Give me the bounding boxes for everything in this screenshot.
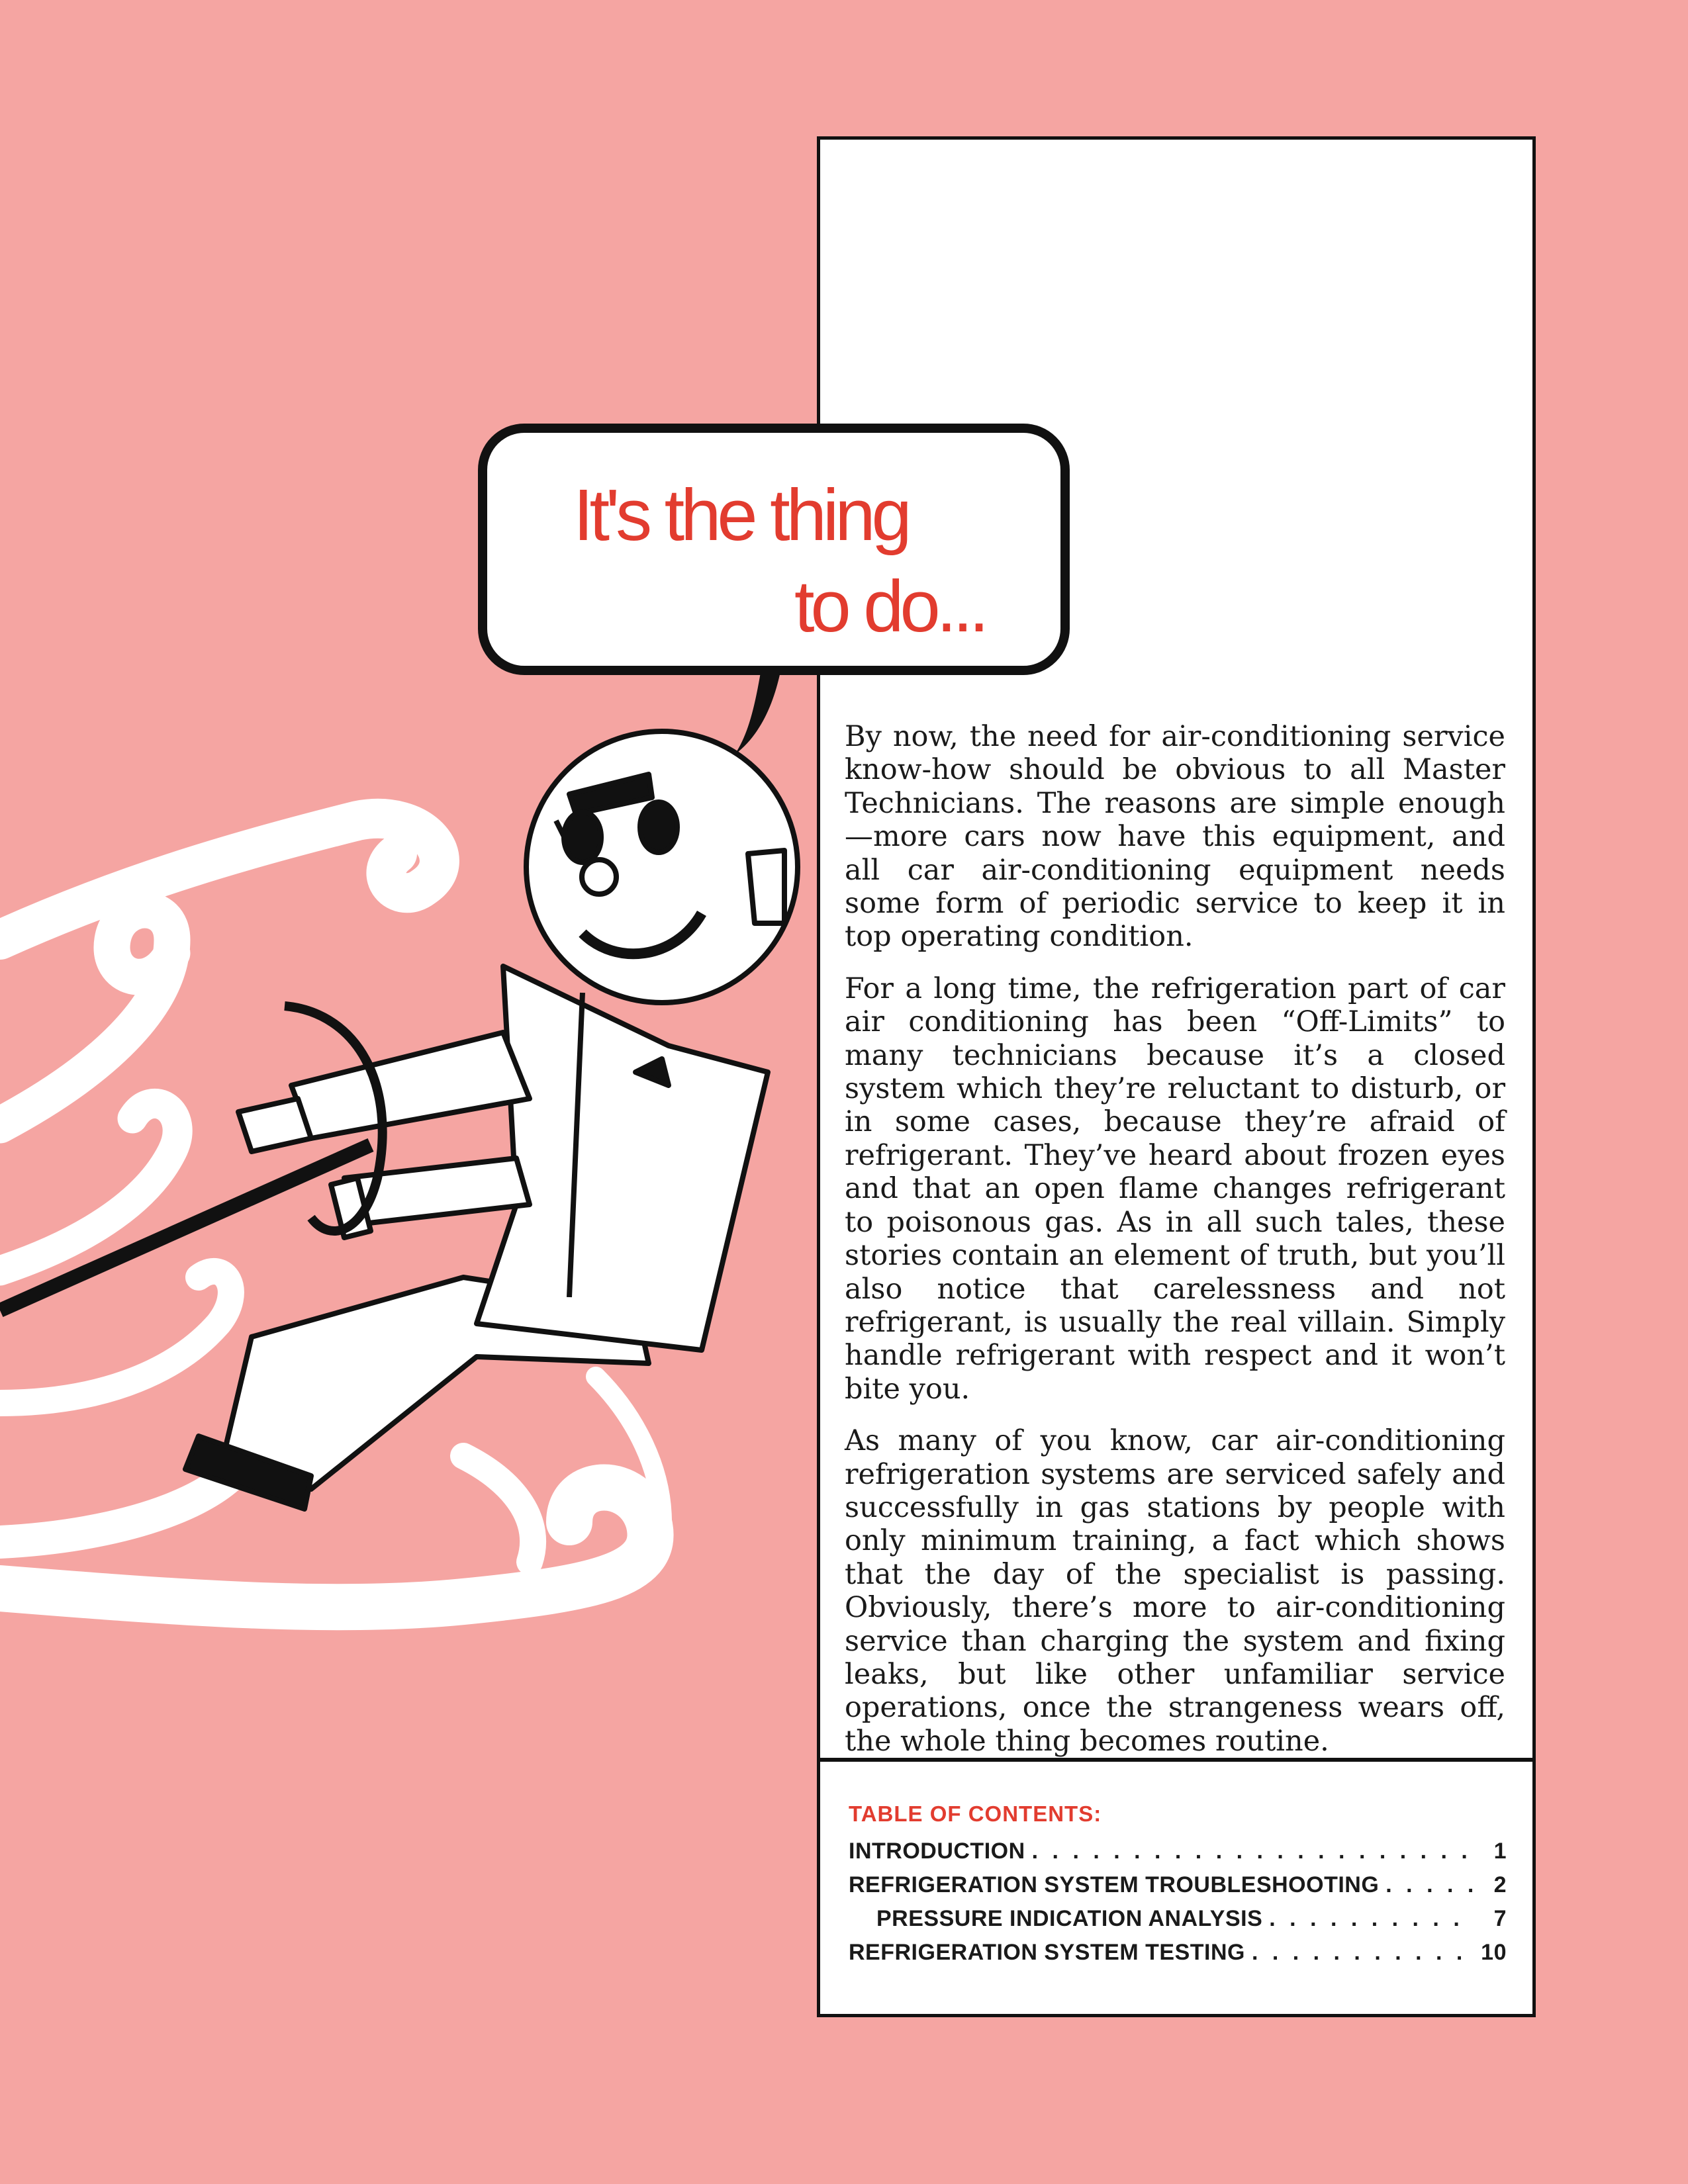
toc-leader-dots — [1385, 1872, 1474, 1898]
toc-entry-title: INTRODUCTION — [849, 1839, 1025, 1864]
toc-entry — [849, 1906, 1507, 1940]
toc-entry-page: 2 — [1493, 1872, 1507, 1897]
toc-entry — [849, 1839, 1507, 1872]
toc-entry-page: 10 — [1481, 1940, 1507, 1965]
toc-entry-page: 1 — [1493, 1839, 1507, 1864]
table-of-contents — [849, 1801, 1507, 1974]
toc-leader-dots — [1252, 1940, 1474, 1966]
toc-entry-title: REFRIGERATION SYSTEM TROUBLESHOOTING — [849, 1872, 1380, 1897]
toc-entry — [849, 1872, 1507, 1906]
toc-entry-title: REFRIGERATION SYSTEM TESTING — [849, 1940, 1245, 1965]
toc-heading: TABLE OF CONTENTS: — [849, 1801, 1102, 1826]
headline-line-1: It's the thing — [573, 475, 908, 556]
toc-leader-dots — [1032, 1839, 1474, 1864]
paragraph: For a long time, the refrigeration part of car air conditioning has been “Off-Limits” to many technicians because it’s a closed system which they’re reluctant to disturb, or in some cases, because they’re afraid of refrigerant. They’ve heard about frozen eyes and that an open flame changes refrigerant to poisonous gas. As in all such tales, these stories contain an element of truth, but you’ll also notice that carelessness and not refrigerant, is usually the real villain. Simply handle refrigerant with respect and it won’t bite you. — [845, 972, 1505, 1406]
toc-entry-page: 7 — [1493, 1906, 1507, 1931]
paragraph: As many of you know, car air-conditioning refrigeration systems are serviced safely and successfully in gas stations by people with only minimum training, a fact which shows that the day of the specialist is passing. Obviously, there’s more to air-conditioning service than charging the system and fixing leaks, but like other unfamiliar service operations, once the strangeness wears off, the whole thing becomes routine. — [845, 1424, 1505, 1758]
paragraph: By now, the need for air-conditioning service know-how should be obvious to all Master Technicians. The reasons are simple enough—more cars now have this equipment, and all car air-conditioning equipment needs some form of periodic service to keep it in top operating condition. — [845, 720, 1505, 954]
body-text — [845, 720, 1505, 1776]
headline-line-2: to do... — [794, 566, 986, 647]
speech-bubble-tail — [735, 668, 781, 754]
toc-entry — [849, 1940, 1507, 1974]
toc-leader-dots — [1269, 1906, 1474, 1932]
toc-entry-title: PRESSURE INDICATION ANALYSIS — [876, 1906, 1263, 1931]
